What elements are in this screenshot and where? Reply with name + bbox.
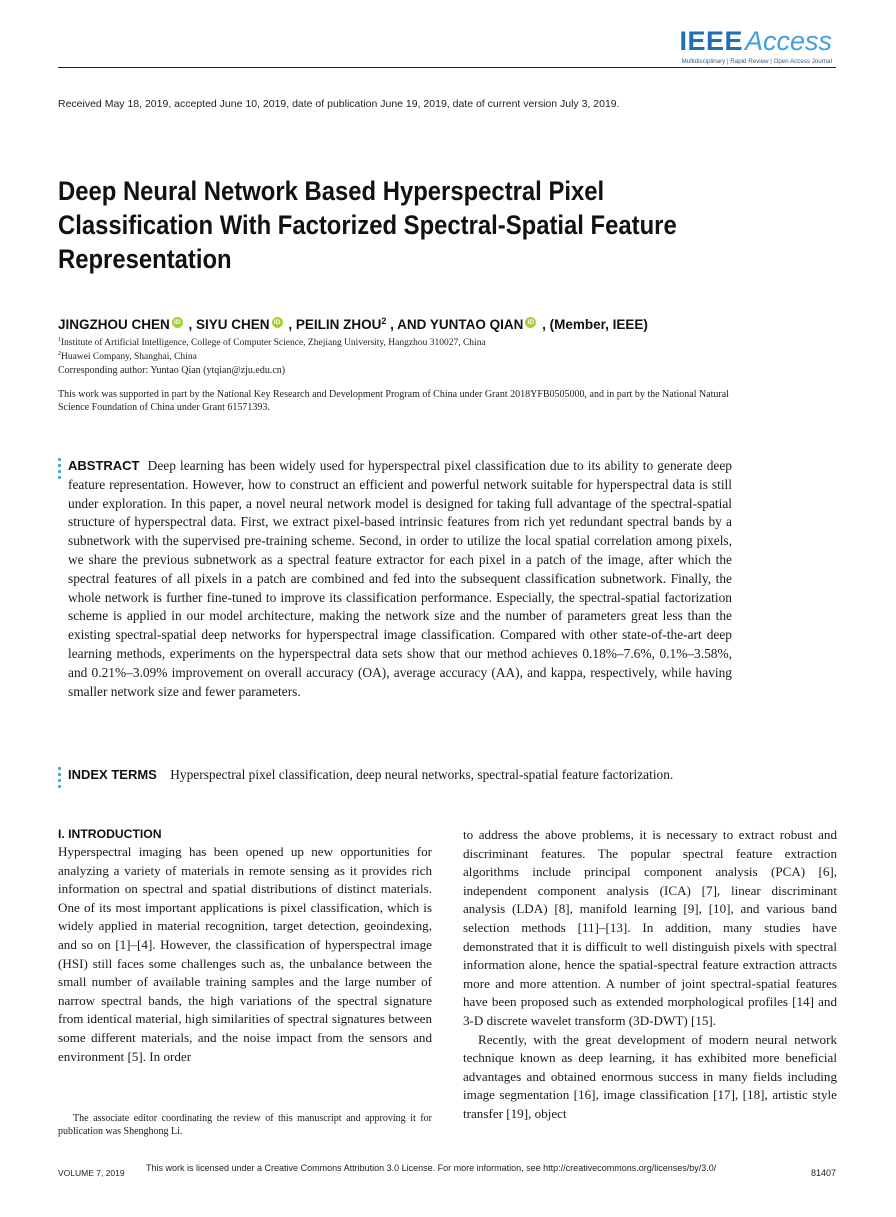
paper-title: Deep Neural Network Based Hyperspectral Pixel Classification With Factorized Spectral-Spatial Feature Representation xyxy=(58,176,677,274)
orcid-icon[interactable]: iD xyxy=(272,317,283,328)
author-3: , PEILIN ZHOU xyxy=(288,317,382,332)
affiliation-1: $^1$Institute of Artificial Intelligence, College of Computer Science, Zhejiang University, Hangzhou 310027, China xyxy=(58,337,486,349)
author-4: , AND YUNTAO QIAN xyxy=(390,317,524,332)
right-column xyxy=(463,826,837,1124)
affiliations xyxy=(58,335,486,363)
received-dates: Received May 18, 2019, accepted June 10, 2019, date of publication June 19, 2019, date of current version July 3, 2019. xyxy=(58,98,620,110)
abstract-marker-icon xyxy=(58,458,62,482)
logo-tagline: Multidisciplinary | Rapid Review | Open Access Journal xyxy=(681,58,832,65)
orcid-icon[interactable]: iD xyxy=(525,317,536,328)
section-heading-introduction: I. INTRODUCTION xyxy=(58,827,162,841)
index-terms xyxy=(68,765,732,784)
index-terms-text: Hyperspectral pixel classification, deep neural networks, spectral-spatial feature factorization. xyxy=(170,767,674,782)
abstract xyxy=(68,457,732,701)
intro-paragraph-2: Recently, with the great development of modern neural network technique known as deep learning, it has exhibited more beneficial advantages and obtained enormous success in many fields including image segmentation [16], image classification [17], [18], artistic style transfer [19], object xyxy=(463,1031,837,1121)
affiliation-2: $^2$Huawei Company, Shanghai, China xyxy=(58,351,197,363)
header-divider xyxy=(58,67,836,68)
editor-footnote: The associate editor coordinating the review of this manuscript and approving it for publication was Shenghong Li. xyxy=(58,1113,432,1137)
logo-access-text: Access xyxy=(744,26,832,56)
corresponding-author: Corresponding author: Yuntao Qian (ytqian@zju.edu.cn) xyxy=(58,365,286,376)
abstract-heading: ABSTRACT xyxy=(68,458,140,473)
logo-ieee-text: IEEE xyxy=(679,26,743,56)
ieee-access-logo xyxy=(679,26,832,65)
abstract-text: Deep learning has been widely used for hyperspectral pixel classification due to its ability to generate deep feature representation. However, how to construct an efficient and powerful network suitable for hyperspectral data is still under exploration. In this paper, a novel neural network model is designed for taking full advantage of the spectral-spatial structure of hyperspectral data. First, we extract pixel-based intrinsic features from rich yet redundant spectral bands by a subnetwork with the supervised pre-training scheme. Second, in order to utilize the local spatial correlation among pixels, we share the previous subnetwork as a spectral feature extractor for each pixel in a patch of the image, after which the spectral features of all pixels in a patch are combined and fed into the subsequent classification subnetwork. Finally, the whole network is further fine-tuned to improve its classification performance. Especially, the spectral-spatial factorization scheme is applied in our model architecture, making the network size and the number of parameters great less than the existing spectral-spatial deep networks for hyperspectral image classification. Compared with other state-of-the-art deep learning methods, experiments on the hyperspectral data sets show that our method achieves 0.18%–7.6%, 0.1%–3.58%, and 0.21%–3.09% improvement on overall accuracy (OA), average accuracy (AA), and kappa, respectively, while having smaller network size and fewer parameters. xyxy=(68,458,732,699)
intro-paragraph-1-continued: to address the above problems, it is necessary to extract robust and discriminant features. The popular spectral feature extraction algorithms include principal component analysis (PCA) [6], independent component analysis (ICA) [7], linear discriminant analysis (LDA) [8], manifold learning [9], [10], and various band selection methods [11]–[13]. In addition, many studies have demonstrated that it is difficult to well distinguish pixels with spectral information alone, hence the spatial-spectral feature extraction attracts more and more attention. A number of joint spectral-spatial features have been proposed such as extended morphological profiles [14] and 3-D discrete wavelet transform (3D-DWT) [15]. xyxy=(463,827,837,1028)
author-3-affiliation-mark: 2 xyxy=(381,316,387,326)
author-1: JINGZHOU CHEN xyxy=(58,317,170,332)
index-terms-marker-icon xyxy=(58,767,62,791)
author-2: , SIYU CHEN xyxy=(188,317,270,332)
footer-license-link[interactable]: This work is licensed under a Creative Commons Attribution 3.0 License. For more information, see http://creativecommons.org/licenses/by/3.0/ xyxy=(146,1163,717,1173)
author-line xyxy=(58,316,858,332)
footer-volume: VOLUME 7, 2019 xyxy=(58,1168,125,1178)
funding-statement: This work was supported in part by the National Key Research and Development Program of China under Grant 2018YFB0505000, and in part by the National Natural Science Foundation of China under Grant 61571393. xyxy=(58,389,729,413)
orcid-icon[interactable]: iD xyxy=(172,317,183,328)
author-4-membership: , (Member, IEEE) xyxy=(542,317,648,332)
index-terms-heading: INDEX TERMS xyxy=(68,767,157,782)
left-column xyxy=(58,826,432,1066)
page-number: 81407 xyxy=(810,1168,836,1178)
intro-paragraph-1: Hyperspectral imaging has been opened up new opportunities for analyzing a variety of materials in remote sensing as it provides rich information on spectral and spatial distributions of distinct materials. One of its most important applications is pixel classification, which is widely applied in material recognition, target detection, geoindexing, and so on [1]–[4]. However, the classification of hyperspectral image (HSI) still faces some challenges such as, the unbalance between the small number of available training samples and the large number of narrow spectral bands, the high variations of the spectral signature from identical material, high similarities of spectral signatures between some different materials, and the noise impact from the sensors and environment [5]. In order xyxy=(58,844,432,1064)
